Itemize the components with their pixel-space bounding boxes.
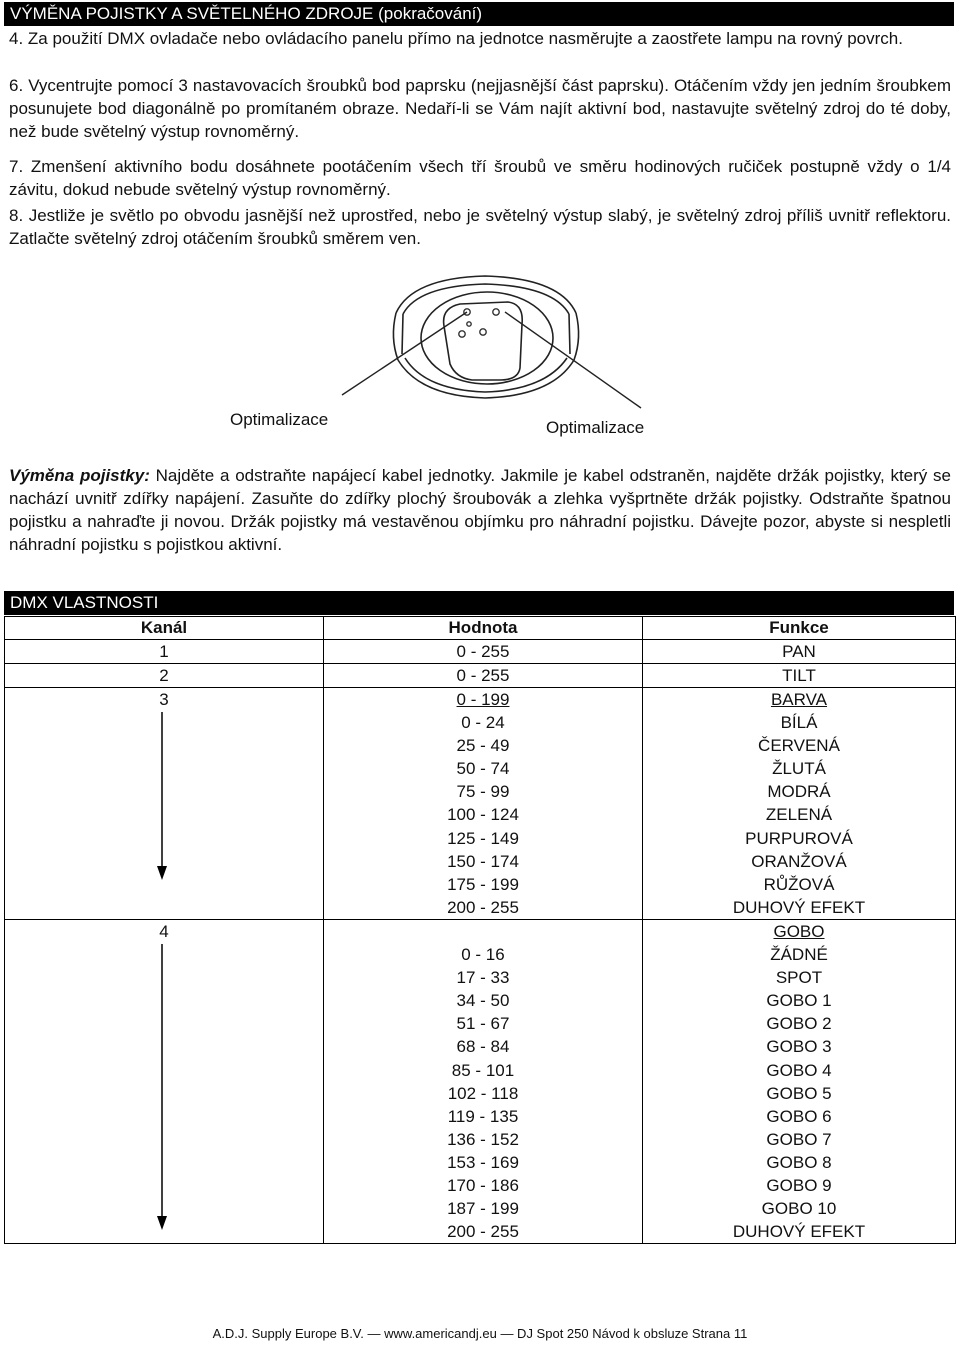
color-value-line: 200 - 255 [447, 897, 519, 917]
color-values-cell [324, 688, 643, 920]
color-value-line: 100 - 124 [447, 805, 519, 825]
gobo-function-line: GOBO 9 [766, 1175, 832, 1195]
gobo-value-line: 136 - 152 [447, 1129, 519, 1149]
gobo-function-line: GOBO 8 [766, 1152, 832, 1172]
gobo-value-line: 85 - 101 [451, 1060, 515, 1080]
down-arrow-icon [156, 712, 168, 882]
gobo-value-line: 68 - 84 [456, 1037, 510, 1057]
gobo-value-line: 17 - 33 [456, 968, 510, 988]
gobo-value-line: 34 - 50 [456, 991, 510, 1011]
step-4-paragraph: 4. Za použití DMX ovladače nebo ovládacího panelu přímo na jednotce nasměrujte a zaostřete lampu na rovný povrch. [9, 29, 903, 48]
header-function: Funkce [643, 617, 956, 640]
gobo-function-line: GOBO 5 [766, 1083, 832, 1103]
color-range: 0 - 199 [456, 690, 510, 709]
color-function-line: RŮŽOVÁ [763, 874, 835, 894]
fuse-replacement-text: Najděte a odstraňte napájecí kabel jednotky. Jakmile je kabel odstraněn, najděte držák pojistky, který se nachází uvnitř zdířky napájení. Zasuňte do zdířky plochý šroubovák a zlehka vyšprtněte držák pojistky. Odstraňte špatnou pojistku a nahraďte ji novou. Držák pojistky má vestavěnou objímku pro náhradní pojistku. Dávejte pozor, abyste si nespletli náhradní pojistku s pojistkou aktivní. [9, 466, 952, 554]
gobo-function-line: GOBO 10 [761, 1199, 837, 1219]
color-function-line: ZELENÁ [765, 805, 833, 825]
color-value-line: 0 - 24 [461, 713, 505, 733]
color-value-line: 75 - 99 [456, 782, 510, 802]
step-7-paragraph: 7. Zmenšení aktivního bodu dosáhnete pootáčením všech tří šroubů ve směru hodinových ručiček postupně vždy o 1/4 závitu, dokud nebude světelný výstup rovnoměrný. [9, 157, 951, 199]
gobo-function-line: GOBO 1 [766, 991, 832, 1011]
gobo-value-line: 187 - 199 [447, 1199, 519, 1219]
gobo-function-line: GOBO 6 [766, 1106, 832, 1126]
header-value: Hodnota [324, 617, 643, 640]
table-header-row [5, 617, 956, 640]
color-function-line: DUHOVÝ EFEKT [732, 897, 866, 917]
gobo-value-line: 153 - 169 [447, 1152, 519, 1172]
gobo-value-line: 0 - 16 [461, 945, 505, 965]
color-channel-number: 3 [159, 690, 169, 709]
down-arrow-icon [156, 944, 168, 1234]
table-row [5, 640, 956, 664]
fuse-replacement-paragraph [9, 464, 951, 556]
color-function-line: PURPUROVÁ [745, 828, 853, 848]
gobo-function-line: SPOT [775, 968, 823, 988]
value-cell: 0 - 255 [324, 664, 643, 688]
channel-cell: 1 [5, 640, 324, 664]
gobo-channel-number: 4 [159, 921, 169, 941]
color-functions-cell [643, 688, 956, 920]
table-row [5, 664, 956, 688]
color-channel-cell [5, 688, 324, 920]
color-value-line: 125 - 149 [447, 828, 519, 848]
fuse-replacement-lead: Výměna pojistky: [9, 466, 150, 485]
color-value-line: 50 - 74 [456, 759, 510, 779]
color-function-line: MODRÁ [767, 782, 831, 802]
gobo-value-line: 170 - 186 [447, 1175, 519, 1195]
section-header-bar: VÝMĚNA POJISTKY A SVĚTELNÉHO ZDROJE (pokračování) [4, 2, 954, 26]
header-channel: Kanál [5, 617, 324, 640]
diagram-caption-right: Optimalizace [546, 418, 645, 437]
lamp-adjustment-diagram [0, 268, 960, 443]
gobo-function-line: ŽÁDNÉ [770, 945, 828, 965]
channel-cell: 2 [5, 664, 324, 688]
gobo-function-line: DUHOVÝ EFEKT [732, 1222, 866, 1242]
gobo-functions-cell [643, 919, 956, 1243]
color-function-line: ČERVENÁ [758, 736, 840, 756]
color-function-line: ORANŽOVÁ [751, 851, 847, 871]
page-footer: A.D.J. Supply Europe B.V. — www.americandj.eu — DJ Spot 250 Návod k obsluze Strana 11 [212, 1326, 748, 1341]
gobo-values-cell [324, 919, 643, 1243]
color-value-line: 25 - 49 [456, 736, 510, 756]
value-cell: 0 - 255 [324, 640, 643, 664]
color-value-line: 175 - 199 [447, 874, 519, 894]
gobo-value-line: 102 - 118 [447, 1083, 519, 1103]
gobo-channel-row [5, 919, 956, 1243]
gobo-function-line: GOBO 4 [766, 1060, 832, 1080]
gobo-value-line: 119 - 135 [447, 1106, 519, 1126]
gobo-title: GOBO [773, 921, 825, 941]
gobo-value-line: 200 - 255 [447, 1222, 519, 1242]
gobo-function-line: GOBO 7 [766, 1129, 832, 1149]
gobo-spacer [324, 920, 642, 943]
color-value-line: 150 - 174 [447, 851, 519, 871]
gobo-function-line: GOBO 3 [766, 1037, 832, 1057]
gobo-channel-cell [5, 919, 324, 1243]
dmx-channel-table [4, 616, 956, 1244]
color-function-line: ŽLUTÁ [772, 759, 826, 779]
step-8-paragraph: 8. Jestliže je světlo po obvodu jasnější než uprostřed, nebo je světelný výstup slabý, je světelný zdroj příliš uvnitř reflektoru. Zatlačte světelný zdroj otáčením šroubků směrem ven. [9, 206, 951, 248]
function-cell: TILT [643, 664, 956, 688]
gobo-function-line: GOBO 2 [766, 1014, 832, 1034]
color-channel-row [5, 688, 956, 920]
dmx-section-bar: DMX VLASTNOSTI [4, 591, 954, 615]
gobo-value-line: 51 - 67 [456, 1014, 510, 1034]
function-cell: PAN [643, 640, 956, 664]
color-function-line: BÍLÁ [780, 713, 818, 733]
color-title: BARVA [770, 690, 828, 709]
diagram-caption-left: Optimalizace [230, 410, 329, 429]
step-6-paragraph: 6. Vycentrujte pomocí 3 nastavovacích šroubků bod paprsku (nejjasnější část paprsku). Otáčením vždy jen jedním šroubkem posunujete bod diagonálně po promítaném obraze. Nedaří-li se Vám najít aktivní bod, nastavujte světelný zdroj do té doby, než bude světelný výstup rovnoměrný. [9, 76, 951, 141]
